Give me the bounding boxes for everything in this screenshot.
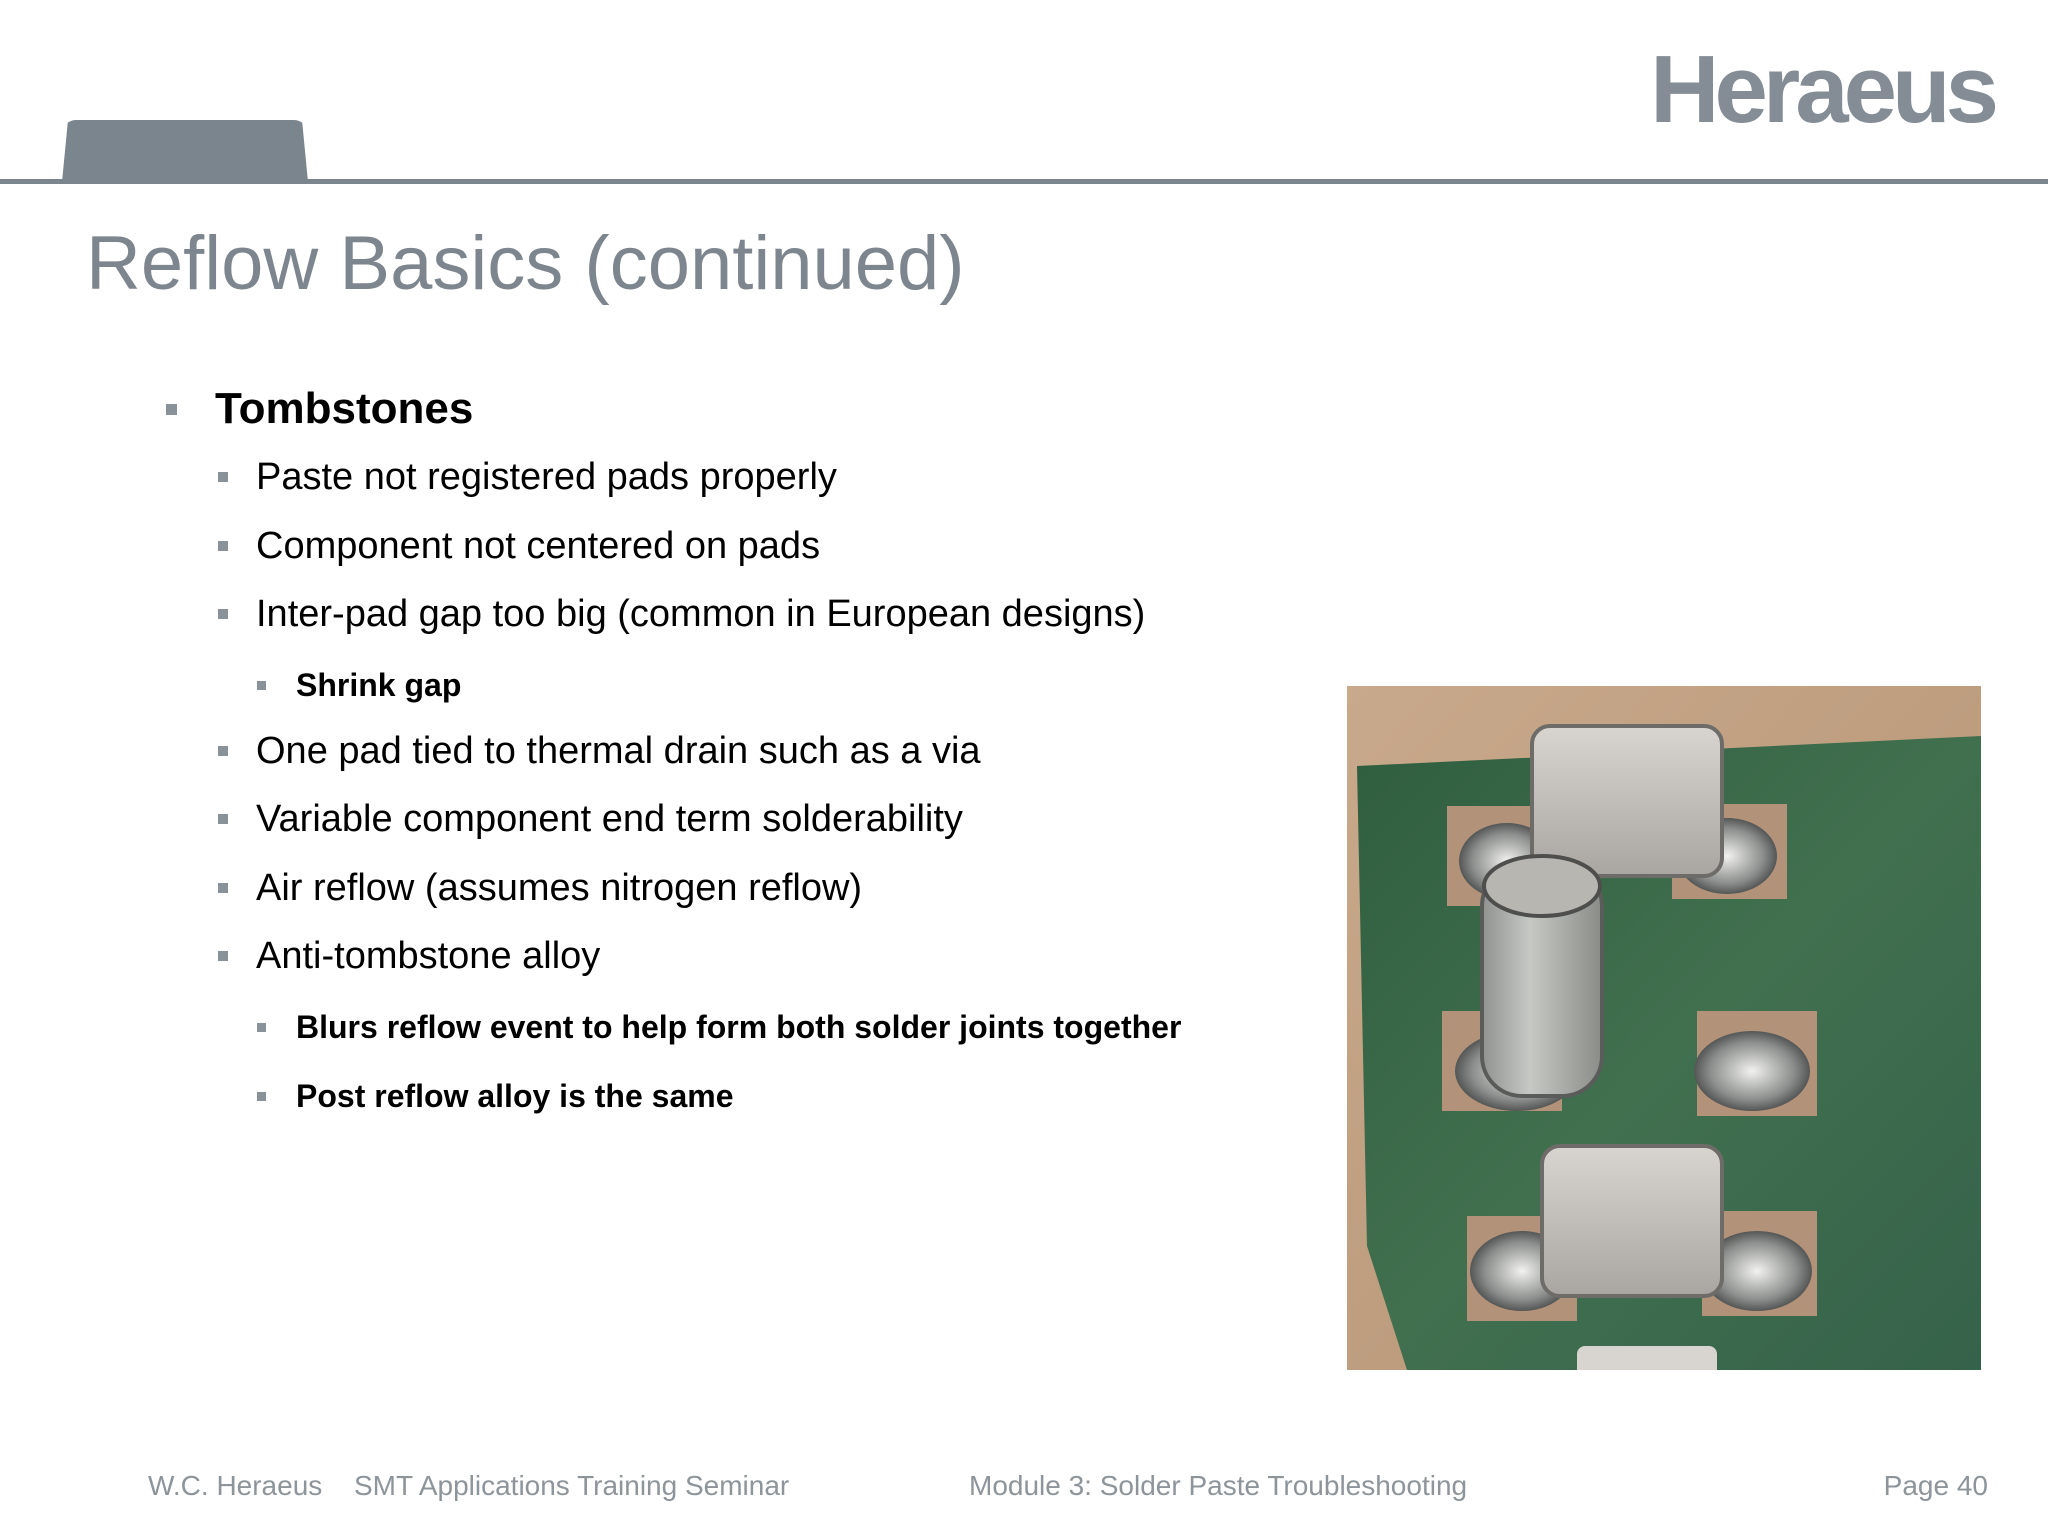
bullet-marker — [257, 1092, 266, 1101]
heraeus-logo: Heraeus — [1650, 36, 1994, 143]
bullet-marker — [218, 883, 228, 893]
bullet-text: One pad tied to thermal drain such as a via — [256, 729, 981, 772]
bullet-marker — [218, 746, 228, 756]
bullet-marker — [218, 472, 228, 482]
bullet-item — [218, 587, 1145, 641]
bullet-item — [257, 1002, 1181, 1052]
bullet-text: Shrink gap — [296, 666, 462, 703]
bullet-item — [218, 792, 963, 846]
bullet-text: Air reflow (assumes nitrogen reflow) — [256, 866, 863, 909]
slide-title: Reflow Basics (continued) — [86, 221, 965, 306]
bullet-marker — [218, 541, 228, 551]
bullet-item — [166, 382, 473, 436]
bullet-text: Tombstones — [215, 384, 474, 433]
bullet-marker — [166, 404, 177, 415]
bullet-text: Blurs reflow event to help form both solder joints together — [296, 1008, 1182, 1045]
bullet-marker — [218, 609, 228, 619]
bullet-item — [218, 519, 820, 573]
bullet-item — [257, 660, 461, 710]
tombstone-photo — [1347, 686, 1981, 1370]
bullet-text: Component not centered on pads — [256, 524, 821, 567]
bullet-text: Post reflow alloy is the same — [296, 1077, 734, 1114]
bullet-marker — [218, 951, 228, 961]
bullet-text: Variable component end term solderability — [256, 797, 963, 840]
footer-seminar: SMT Applications Training Seminar — [354, 1470, 790, 1501]
bullet-marker — [218, 814, 228, 824]
bullet-text: Paste not registered pads properly — [256, 455, 837, 498]
bullet-marker — [257, 1023, 266, 1032]
bullet-item — [257, 1071, 733, 1121]
footer-module: Module 3: Solder Paste Troubleshooting — [969, 1470, 1468, 1501]
bullet-marker — [257, 681, 266, 690]
footer-company: W.C. Heraeus — [148, 1470, 323, 1501]
bullet-text: Inter-pad gap too big (common in European designs) — [256, 592, 1146, 635]
bullet-item — [218, 724, 981, 778]
bullet-text: Anti-tombstone alloy — [256, 934, 601, 977]
bullet-item — [218, 929, 600, 983]
bullet-item — [218, 450, 837, 504]
bullet-item — [218, 861, 862, 915]
footer-page-number: Page 40 — [1883, 1470, 1988, 1501]
